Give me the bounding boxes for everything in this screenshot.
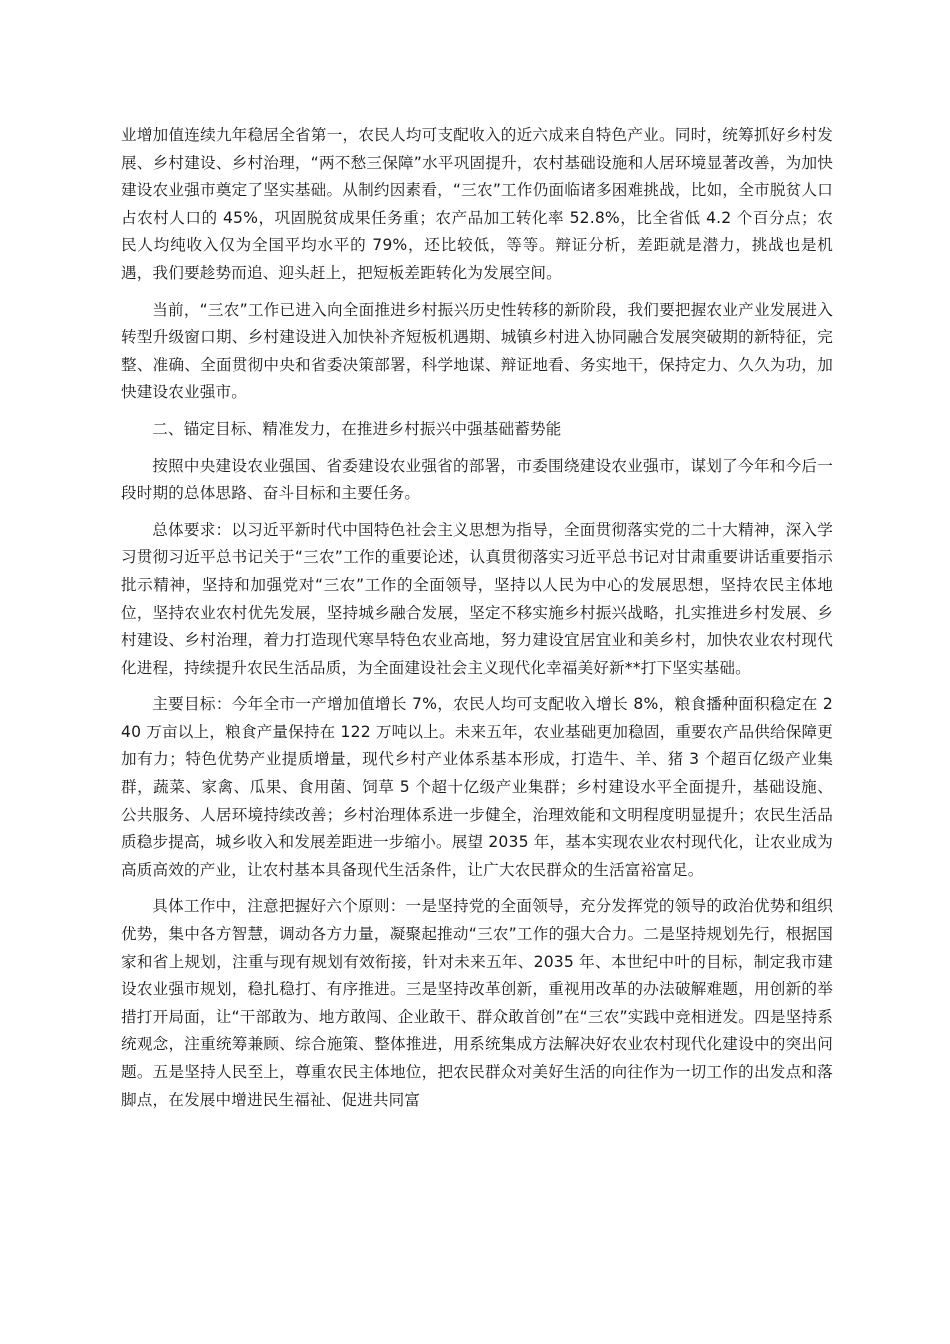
paragraph-overall-requirements: 总体要求：以习近平新时代中国特色社会主义思想为指导，全面贯彻落实党的二十大精神，深入学习贯彻习近平总书记关于“三农”工作的重要论述，认真贯彻落实习近平总书记对甘肃重要讲话重要指示批示精神，坚持和加强党对“三农”工作的全面领导，坚持以人民为中心的发展思想，坚持农民主体地位，坚持农业农村优先发展，坚持城乡融合发展，坚定不移实施乡村振兴战略，扎实推进乡村发展、乡村建设、乡村治理，着力打造现代寒旱特色农业高地，努力建设宜居宜业和美乡村，加快农业农村现代化进程，持续提升农民生活品质，为全面建设社会主义现代化幸福美好新**打下坚实基础。: [121, 520, 833, 677]
section-heading-2: 二、锚定目标、精准发力，在推进乡村振兴中强基础蓄势能: [152, 419, 562, 438]
paragraph-3: 按照中央建设农业强国、省委建设农业强省的部署，市委围绕建设农业强市，谋划了今年和今后一段时期的总体思路、奋斗目标和主要任务。: [121, 456, 833, 503]
paragraph-2: 当前，“三农”工作已进入向全面推进乡村振兴历史性转移的新阶段，我们要把握农业产业发展进入转型升级窗口期、乡村建设进入加快补齐短板机遇期、城镇乡村进入协同融合发展突破期的新特征，完整、准确、全面贯彻中央和省委决策部署，科学地谋、辩证地看、务实地干，保持定力、久久为功，加快建设农业强市。: [121, 300, 833, 402]
paragraph-main-goals: 主要目标：今年全市一产增加值增长 7%，农民人均可支配收入增长 8%，粮食播种面积稳定在 240 万亩以上，粮食产量保持在 122 万吨以上。未来五年，农业基础更加稳固，重要农产品供给保障更加有力；特色优势产业提质增量，现代乡村产业体系基本形成，打造牛、羊、猪 3 个超百亿级产业集群，蔬菜、家禽、瓜果、食用菌、饲草 5 个超十亿级产业集群；乡村建设水平全面提升，基础设施、公共服务、人居环境持续改善；乡村治理体系进一步健全，治理效能和文明程度明显提升；农民生活品质稳步提高，城乡收入和发展差距进一步缩小。展望 2035 年，基本实现农业农村现代化，让农业成为高质高效的产业，让农村基本具备现代生活条件，让广大农民群众的生活富裕富足。: [121, 695, 833, 879]
document-page: [121, 122, 833, 1123]
paragraph-1: 业增加值连续九年稳居全省第一，农民人均可支配收入的近六成来自特色产业。同时，统筹抓好乡村发展、乡村建设、乡村治理，“两不愁三保障”水平巩固提升，农村基础设施和人居环境显著改善，为加快建设农业强市奠定了坚实基础。从制约因素看，“三农”工作仍面临诸多困难挑战，比如，全市脱贫人口占农村人口的 45%，巩固脱贫成果任务重；农产品加工转化率 52.8%，比全省低 4.2 个百分点；农民人均纯收入仅为全国平均水平的 79%，还比较低，等等。辩证分析，差距就是潜力，挑战也是机遇，我们要趁势而追、迎头赶上，把短板差距转化为发展空间。: [121, 126, 833, 282]
paragraph-six-principles: 具体工作中，注意把握好六个原则：一是坚持党的全面领导，充分发挥党的领导的政治优势和组织优势，集中各方智慧，调动各方力量，凝聚起推动“三农”工作的强大合力。二是坚持规划先行，根据国家和省上规划，注重与现有规划有效衔接，针对未来五年、2035 年、本世纪中叶的目标，制定我市建设农业强市规划，稳扎稳打、有序推进。三是坚持改革创新，重视用改革的办法破解难题，用创新的举措打开局面，让“干部敢为、地方敢闯、企业敢干、群众敢首创”在“三农”实践中竞相迸发。四是坚持系统观念，注重统筹兼顾、综合施策、整体推进，用系统集成方法解决好农业农村现代化建设中的突出问题。五是坚持人民至上，尊重农民主体地位，把农民群众对美好生活的向往作为一切工作的出发点和落脚点，在发展中增进民生福祉、促进共同富: [121, 897, 833, 1109]
